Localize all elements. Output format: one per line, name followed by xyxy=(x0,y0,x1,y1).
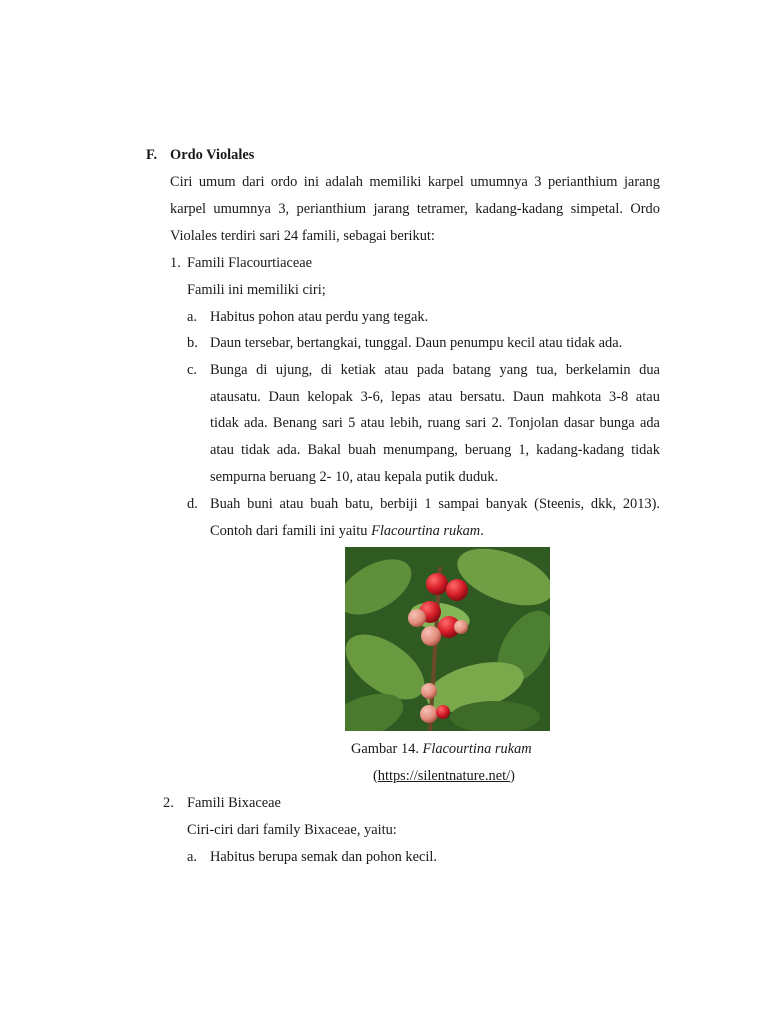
word: batang xyxy=(452,362,491,378)
word: 3-8 xyxy=(609,389,629,405)
word: ada xyxy=(639,415,660,431)
word: lebih, xyxy=(389,415,423,431)
word: tidak xyxy=(631,442,660,458)
list-item-d-line-2: Contoh dari famili ini yaitu Flacourtina rukam. xyxy=(210,523,484,539)
word: perianthium xyxy=(547,174,618,190)
word: kadang-kadang xyxy=(536,442,625,458)
family1-lead: Famili ini memiliki ciri; xyxy=(187,282,326,298)
word: Ordo xyxy=(630,201,660,217)
list-item-d-line-1 xyxy=(210,496,660,513)
family2-marker-a: a. xyxy=(187,849,197,865)
intro-line-3: Violales terdiri sari 24 famili, sebagai berikut: xyxy=(170,228,435,244)
word: Buah xyxy=(210,496,241,512)
word: ketiak xyxy=(340,362,376,378)
word: jarang xyxy=(623,174,660,190)
word: atau xyxy=(279,496,304,512)
word: umumnya xyxy=(470,174,528,190)
word: banyak xyxy=(485,496,528,512)
family2-marker: 2. xyxy=(163,795,174,811)
word: tua, xyxy=(536,362,558,378)
word: atau xyxy=(210,442,234,458)
word: Daun xyxy=(268,389,300,405)
word: perianthium xyxy=(296,201,367,217)
word: berbiji xyxy=(380,496,418,512)
list-item-c-line-1 xyxy=(210,362,660,379)
word: ruang xyxy=(427,415,461,431)
word: 2. xyxy=(491,415,503,431)
figure-caption-species: Flacourtina rukam xyxy=(422,741,532,757)
word: ordo xyxy=(270,174,298,190)
word: atau xyxy=(360,415,385,431)
word: karpel xyxy=(427,174,464,190)
word: bersatu. xyxy=(460,389,506,405)
word: sari xyxy=(322,415,343,431)
word: bunga xyxy=(599,415,635,431)
word: Daun xyxy=(512,389,545,405)
word: Bunga xyxy=(210,362,248,378)
word: buah xyxy=(348,442,377,458)
family1-marker: 1. xyxy=(170,255,181,271)
word: berkelamin xyxy=(565,362,631,378)
word: yang xyxy=(499,362,528,378)
word: 3, xyxy=(278,201,290,217)
word: ada. xyxy=(244,415,268,431)
word: Tonjolan xyxy=(507,415,559,431)
species-name: Flacourtina rukam xyxy=(371,523,481,539)
word: buah xyxy=(310,496,339,512)
word: 2013). xyxy=(622,496,660,512)
word: dari xyxy=(242,174,265,190)
word: ini xyxy=(303,174,319,190)
list-marker-b: b. xyxy=(187,335,198,351)
word: di xyxy=(256,362,268,378)
list-item-c-line-2 xyxy=(210,389,660,406)
word: dua xyxy=(639,362,660,378)
word: 5 xyxy=(348,415,356,431)
word: simpetal. xyxy=(570,201,623,217)
figure-caption: Gambar 14. Flacourtina rukam xyxy=(351,741,532,757)
word: kelopak xyxy=(307,389,353,405)
word: karpel xyxy=(170,201,206,217)
word: dkk, xyxy=(590,496,617,512)
word: umumnya xyxy=(213,201,271,217)
figure-source: (https://silentnature.net/) xyxy=(373,768,515,784)
list-item-b-text: Daun tersebar, bertangkai, tunggal. Daun penumpu kecil atau tidak ada. xyxy=(210,335,623,351)
section-marker: F. xyxy=(146,147,158,163)
list-item-c-line-5: sempurna beruang 2- 10, atau kepala putik duduk. xyxy=(210,469,499,485)
word: 3 xyxy=(534,174,542,190)
word: adalah xyxy=(325,174,363,190)
list-item-a-text: Habitus pohon atau perdu yang tegak. xyxy=(210,309,429,325)
family2-title: Famili Bixaceae xyxy=(187,795,281,811)
word: tidak xyxy=(241,442,270,458)
word: atausatu. xyxy=(210,389,261,405)
word: kadang-kadang xyxy=(475,201,564,217)
intro-line-1 xyxy=(170,174,660,191)
list-marker-a: a. xyxy=(187,309,197,325)
word: atau xyxy=(635,389,660,405)
word: Ciri xyxy=(170,174,193,190)
word: ada. xyxy=(276,442,301,458)
word: 1, xyxy=(518,442,530,458)
word: beruang xyxy=(464,442,512,458)
family1-title: Famili Flacourtiaceae xyxy=(187,255,313,271)
flacourtina-rukam-photo xyxy=(345,547,550,731)
word: atau xyxy=(428,389,453,405)
word: jarang xyxy=(373,201,410,217)
word: memiliki xyxy=(369,174,422,190)
word: tidak xyxy=(210,415,239,431)
list-item-c-line-4 xyxy=(210,442,660,459)
list-item-c-line-3 xyxy=(210,415,660,432)
word: (Steenis, xyxy=(534,496,585,512)
word: sari xyxy=(465,415,487,431)
word: umum xyxy=(198,174,236,190)
word: Benang xyxy=(272,415,317,431)
word: tetramer, xyxy=(416,201,468,217)
word: 1 xyxy=(424,496,432,512)
word: sampai xyxy=(438,496,480,512)
plant-illustration xyxy=(345,547,550,731)
word: mahkota xyxy=(551,389,602,405)
source-link[interactable]: https://silentnature.net/ xyxy=(377,768,511,784)
word: lepas xyxy=(391,389,421,405)
word: 3-6, xyxy=(360,389,384,405)
list-marker-c: c. xyxy=(187,362,197,378)
list-marker-d: d. xyxy=(187,496,198,512)
word: buni xyxy=(247,496,273,512)
family2-lead: Ciri-ciri dari family Bixaceae, yaitu: xyxy=(187,822,397,838)
intro-line-2 xyxy=(170,201,660,218)
word: Bakal xyxy=(307,442,342,458)
word: di xyxy=(320,362,333,378)
word: pada xyxy=(416,362,445,378)
word: dasar xyxy=(563,415,595,431)
word: menumpang, xyxy=(383,442,458,458)
word: batu, xyxy=(344,496,374,512)
family2-item-a-text: Habitus berupa semak dan pohon kecil. xyxy=(210,849,437,865)
word: ujung, xyxy=(275,362,313,378)
word: atau xyxy=(384,362,409,378)
section-title: Ordo Violales xyxy=(170,147,255,163)
